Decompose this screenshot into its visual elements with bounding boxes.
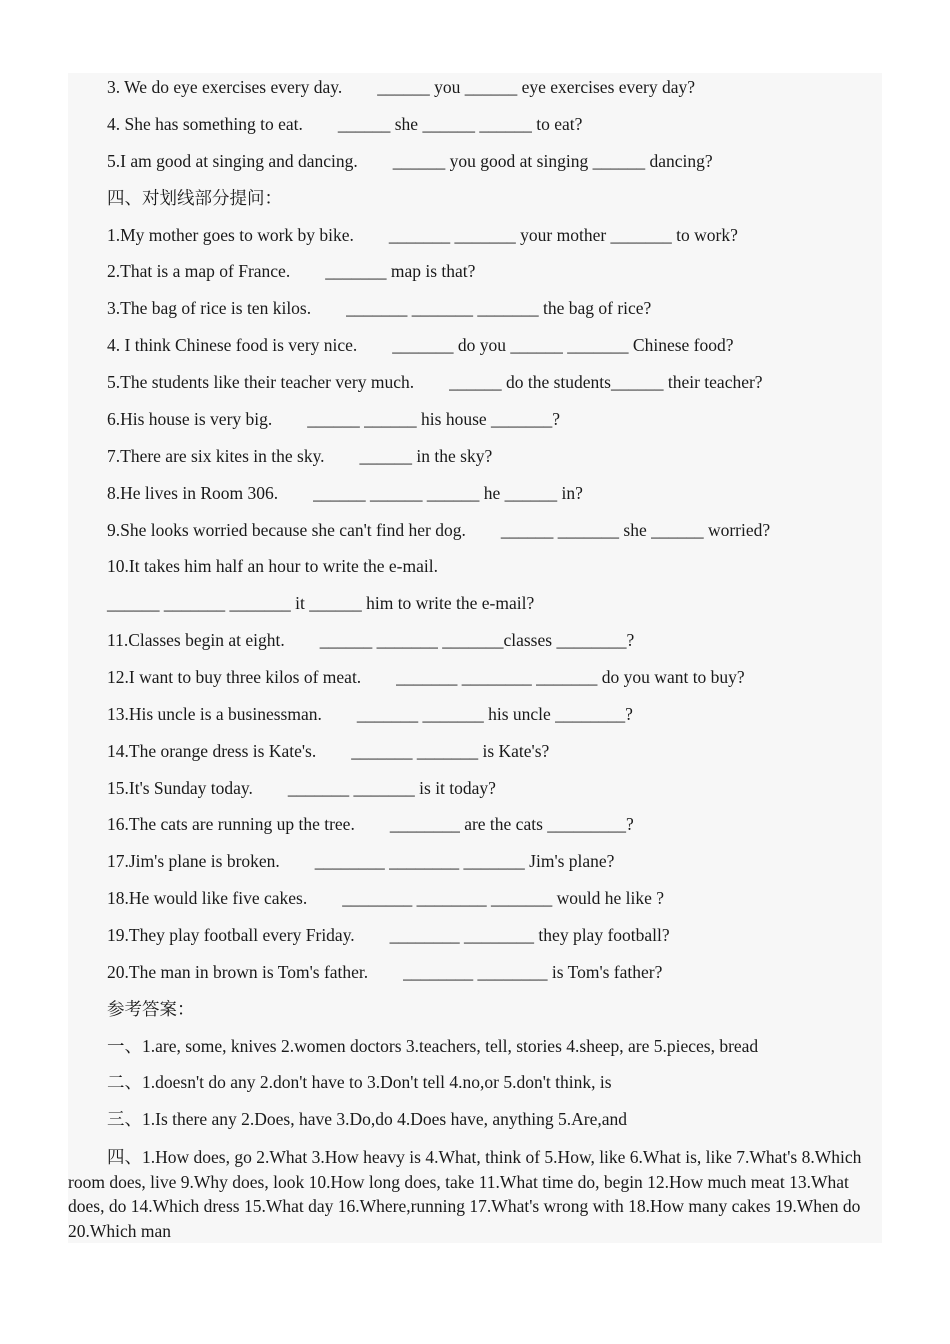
s4-item-10-blanks: ______ _______ _______ it ______ him to write the e-mail? bbox=[107, 593, 535, 613]
s4-item-3: 3.The bag of rice is ten kilos. _______ _______ _______ the bag of rice? bbox=[107, 298, 652, 318]
s4-item-15: 15.It's Sunday today. _______ _______ is it today? bbox=[107, 778, 496, 798]
s4-item-8: 8.He lives in Room 306. ______ ______ ______ he ______ in? bbox=[107, 483, 583, 503]
s4-item-7: 7.There are six kites in the sky. ______ in the sky? bbox=[107, 446, 493, 466]
s4-item-18: 18.He would like five cakes. ________ ________ _______ would he like ? bbox=[107, 888, 664, 908]
s4-item-10: 10.It takes him half an hour to write the e-mail. bbox=[107, 556, 438, 576]
s4-item-13: 13.His uncle is a businessman. _______ _______ his uncle ________? bbox=[107, 704, 633, 724]
s4-item-2: 2.That is a map of France. _______ map is that? bbox=[107, 261, 476, 281]
s3-item-4: 4. She has something to eat. ______ she ______ ______ to eat? bbox=[107, 114, 583, 134]
answers-section-4: 四、1.How does, go 2.What 3.How heavy is 4.What, think of 5.How, like 6.What is, like 7.What's 8.Which room does, live 9.Why does, look 10.How long does, take 11.What time do, begin 12.How much meat 13.What does, do 14.Which dress 15.What day 16.Where,running 17.What's wrong with 18.How many cakes 19.When do 20.Which man bbox=[68, 1147, 862, 1242]
s3-item-3: 3. We do eye exercises every day. ______ you ______ eye exercises every day? bbox=[107, 77, 696, 97]
answers-section-1: 一、1.are, some, knives 2.women doctors 3.teachers, tell, stories 4.sheep, are 5.pieces, bread bbox=[107, 1036, 759, 1056]
s4-item-11: 11.Classes begin at eight. ______ _______ _______classes ________? bbox=[107, 630, 635, 650]
s4-item-9: 9.She looks worried because she can't find her dog. ______ _______ she ______ worried? bbox=[107, 520, 771, 540]
s4-item-1: 1.My mother goes to work by bike. _______ _______ your mother _______ to work? bbox=[107, 225, 738, 245]
answers-section-2: 二、1.doesn't do any 2.don't have to 3.Don't tell 4.no,or 5.don't think, is bbox=[107, 1072, 612, 1092]
s4-item-20: 20.The man in brown is Tom's father. ________ ________ is Tom's father? bbox=[107, 962, 663, 982]
answers-heading: 参考答案： bbox=[107, 999, 195, 1019]
s3-item-5: 5.I am good at singing and dancing. ______ you good at singing ______ dancing? bbox=[107, 151, 713, 171]
s4-item-16: 16.The cats are running up the tree. ________ are the cats _________? bbox=[107, 814, 634, 834]
section4-heading: 四、对划线部分提问： bbox=[107, 188, 282, 208]
s4-item-17: 17.Jim's plane is broken. ________ ________ _______ Jim's plane? bbox=[107, 851, 615, 871]
s4-item-5: 5.The students like their teacher very much. ______ do the students______ their teacher? bbox=[107, 372, 763, 392]
s4-item-6: 6.His house is very big. ______ ______ his house _______? bbox=[107, 409, 561, 429]
s4-item-4: 4. I think Chinese food is very nice. _______ do you ______ _______ Chinese food? bbox=[107, 335, 734, 355]
s4-item-19: 19.They play football every Friday. ________ ________ they play football? bbox=[107, 925, 670, 945]
s4-item-14: 14.The orange dress is Kate's. _______ _______ is Kate's? bbox=[107, 741, 550, 761]
s4-item-12: 12.I want to buy three kilos of meat. _______ ________ _______ do you want to buy? bbox=[107, 667, 745, 687]
answers-section-3: 三、1.Is there any 2.Does, have 3.Do,do 4.Does have, anything 5.Are,and bbox=[107, 1109, 628, 1129]
document-page bbox=[68, 73, 882, 1243]
